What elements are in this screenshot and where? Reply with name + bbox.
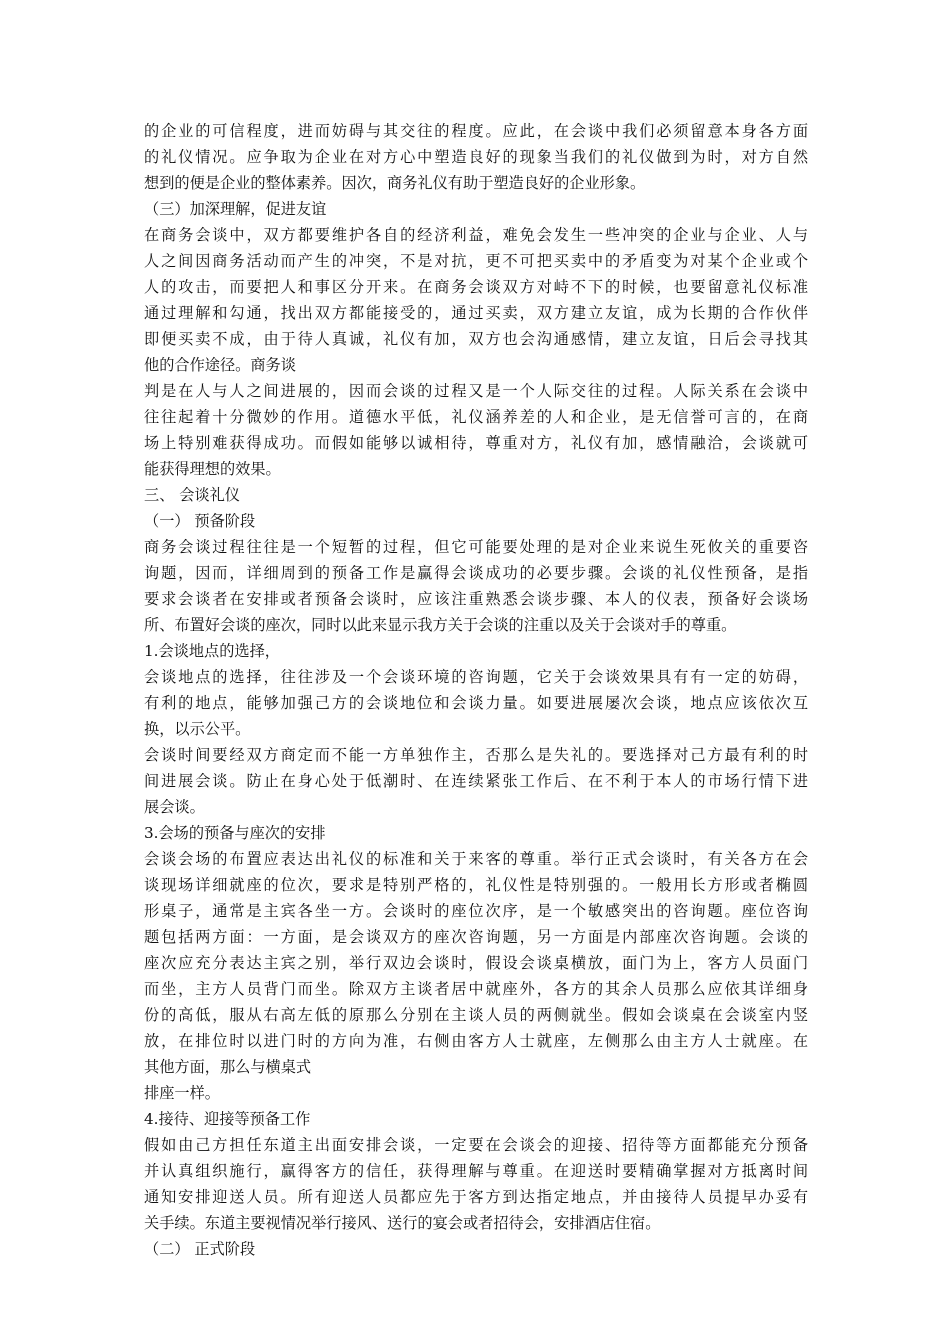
text-line: 往往起着十分微妙的作用。道德水平低，礼仪涵养差的人和企业，是无信誉可言的，在商 [144, 408, 808, 426]
text-line: 展会谈。 [144, 798, 205, 816]
text-line: 间进展会谈。防止在身心处于低潮时、在连续紧张工作后、在不利于本人的市场行情下进 [144, 772, 808, 790]
text-line: 排座一样。 [144, 1084, 220, 1102]
text-line: 即便买卖不成，由于待人真诚，礼仪有加，双方也会沟通感情，建立友谊，日后会寻找其 [144, 330, 808, 348]
text-line: 人的攻击，而要把人和事区分开来。在商务会谈双方对峙不下的时候，也要留意礼仪标准 [144, 278, 808, 296]
text-line: 谈现场详细就座的位次，要求是特别严格的，礼仪性是特别强的。一般用长方形或者椭圆 [144, 876, 808, 894]
text-line: 在商务会谈中，双方都要维护各自的经济利益，难免会发生一些冲突的企业与企业、人与 [144, 226, 808, 244]
text-line: （一） 预备阶段 [144, 512, 256, 530]
text-line: 场上特别难获得成功。而假如能够以诚相待，尊重对方，礼仪有加，感情融洽，会谈就可 [144, 434, 808, 452]
text-line: （二） 正式阶段 [144, 1240, 256, 1258]
text-line: 3.会场的预备与座次的安排 [144, 824, 326, 842]
text-line: 换，以示公平。 [144, 720, 251, 738]
text-line: 形桌子，通常是主宾各坐一方。会谈时的座位次序，是一个敏感突出的咨询题。座位咨询 [144, 902, 808, 920]
document-page [144, 118, 808, 1262]
text-line: 1.会谈地点的选择， [144, 642, 280, 660]
text-line: 份的高低，服从右高左低的原那么分别在主谈人员的两侧就坐。假如会谈桌在会谈室内竖 [144, 1006, 808, 1024]
text-line: 假如由己方担任东道主出面安排会谈，一定要在会谈会的迎接、招待等方面都能充分预备 [144, 1136, 808, 1154]
text-line: 而坐，主方人员背门而坐。除双方主谈者居中就座外，各方的其余人员那么应依其详细身 [144, 980, 808, 998]
text-line: 判是在人与人之间进展的，因而会谈的过程又是一个人际交往的过程。人际关系在会谈中 [144, 382, 808, 400]
text-line: 会谈地点的选择，往往涉及一个会谈环境的咨询题，它关于会谈效果具有有一定的妨碍， [144, 668, 808, 686]
text-line: 有利的地点，能够加强己方的会谈地位和会谈力量。如要进展屡次会谈，地点应该依次互 [144, 694, 808, 712]
text-line: 他的合作途径。商务谈 [144, 356, 296, 374]
text-line: 的礼仪情况。应争取为企业在对方心中塑造良好的现象当我们的礼仪做到为时，对方自然 [144, 148, 808, 166]
text-line: 能获得理想的效果。 [144, 460, 281, 478]
text-line: 会谈会场的布置应表达出礼仪的标准和关于来客的尊重。举行正式会谈时，有关各方在会 [144, 850, 808, 868]
text-line: 通知安排迎送人员。所有迎送人员都应先于客方到达指定地点，并由接待人员提早办妥有 [144, 1188, 808, 1206]
text-line: 放，在排位时以进门时的方向为准，右侧由客方人士就座，左侧那么由主方人士就座。在 [144, 1032, 808, 1050]
text-line: （三）加深理解，促进友谊 [144, 200, 327, 218]
text-line: 要求会谈者在安排或者预备会谈时，应该注重熟悉会谈步骤、本人的仪表，预备好会谈场 [144, 590, 808, 608]
text-line: 商务会谈过程往往是一个短暂的过程，但它可能要处理的是对企业来说生死攸关的重要咨 [144, 538, 808, 556]
text-line: 会谈时间要经双方商定而不能一方单独作主，否那么是失礼的。要选择对己方最有利的时 [144, 746, 808, 764]
text-line: 三、 会谈礼仪 [144, 486, 240, 504]
text-line: 4.接待、迎接等预备工作 [144, 1110, 311, 1128]
text-line: 题包括两方面：一方面，是会谈双方的座次咨询题，另一方面是内部座次咨询题。会谈的 [144, 928, 808, 946]
text-line: 人之间因商务活动而产生的冲突，不是对抗，更不可把买卖中的矛盾变为对某个企业或个 [144, 252, 808, 270]
text-line: 所、布置好会谈的座次，同时以此来显示我方关于会谈的注重以及关于会谈对手的尊重。 [144, 616, 737, 634]
text-line: 想到的便是企业的整体素养。因次，商务礼仪有助于塑造良好的企业形象。 [144, 174, 646, 192]
text-line: 其他方面，那么与横桌式 [144, 1058, 312, 1076]
text-line: 通过理解和勾通，找出双方都能接受的，通过买卖，双方建立友谊，成为长期的合作伙伴 [144, 304, 808, 322]
text-line: 座次应充分表达主宾之别，举行双边会谈时，假设会谈桌横放，面门为上，客方人员面门 [144, 954, 808, 972]
text-line: 关手续。东道主要视情况举行接风、送行的宴会或者招待会，安排酒店住宿。 [144, 1214, 661, 1232]
text-line: 的企业的可信程度，进而妨碍与其交往的程度。应此，在会谈中我们必须留意本身各方面 [144, 122, 808, 140]
text-line: 询题，因而，详细周到的预备工作是赢得会谈成功的必要步骤。会谈的礼仪性预备，是指 [144, 564, 808, 582]
text-line: 并认真组织施行，赢得客方的信任，获得理解与尊重。在迎送时要精确掌握对方抵离时间 [144, 1162, 808, 1180]
